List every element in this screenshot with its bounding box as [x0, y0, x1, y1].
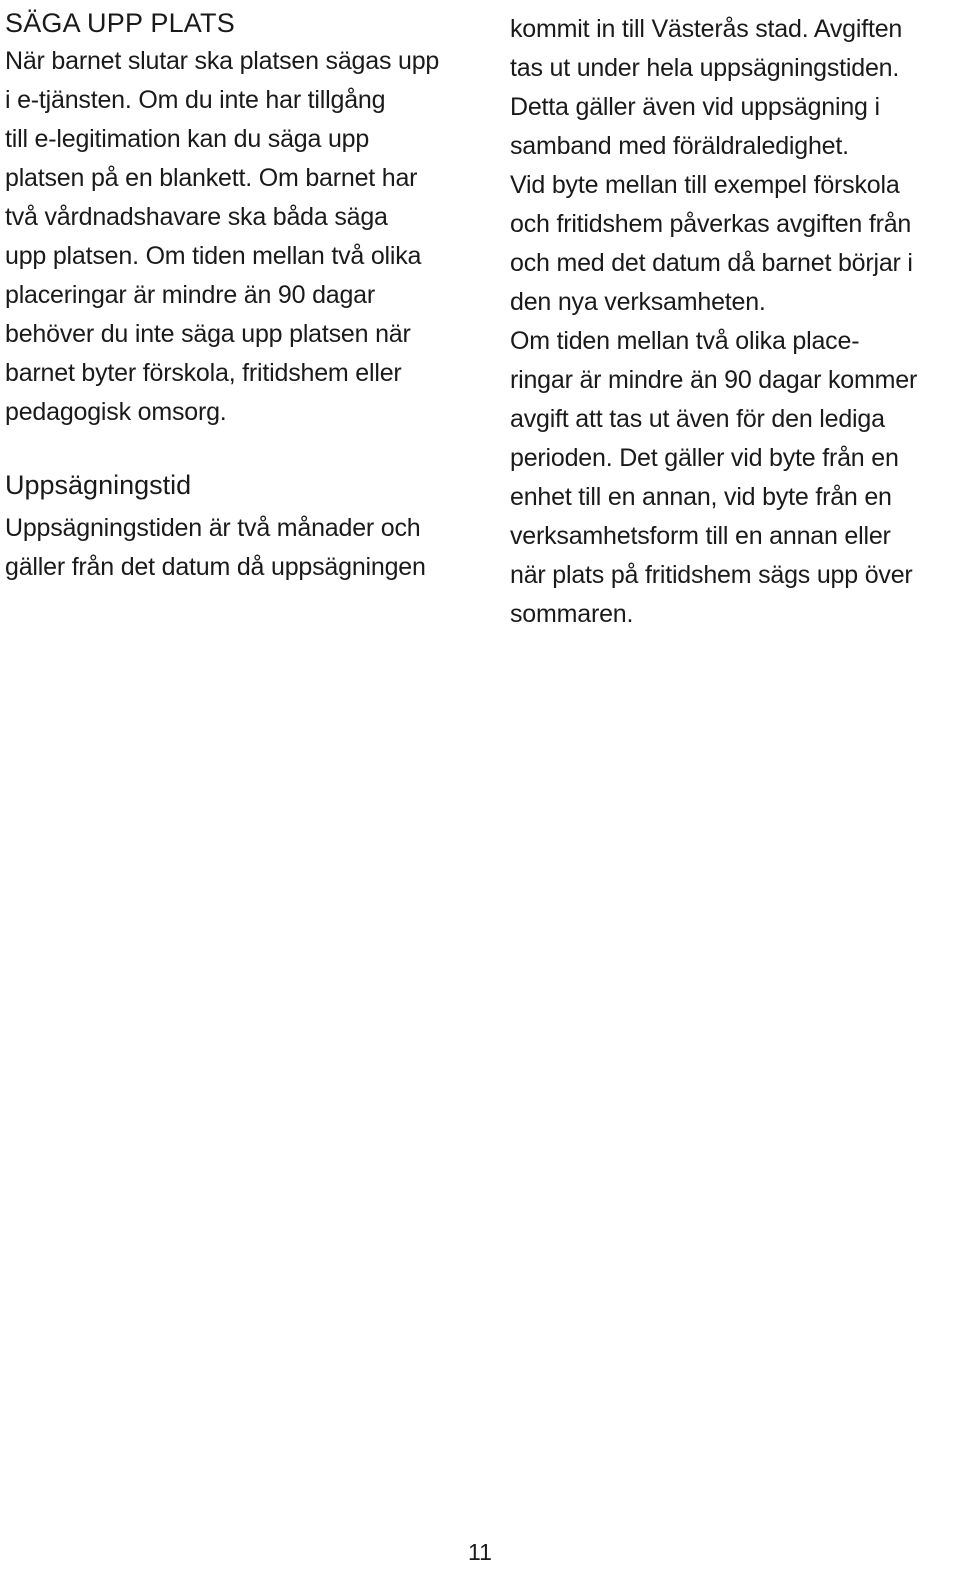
change-of-placement-paragraph: Vid byte mellan till exempel förskola och fritidshem påverkas avgiften från och med det datum då barnet börjar i den nya verksamheten. — [510, 171, 913, 316]
notice-period-heading: Uppsägningstid — [5, 470, 192, 500]
notice-paragraph: När barnet slutar ska platsen sägas upp i e-tjänsten. Om du inte har tillgång till e-legitimation kan du säga upp platsen på en blankett. Om barnet har två vårdnadshavare ska båda säga upp platsen. Om tiden mellan två olika placeringar är mindre än 90 dagar behöver du inte säga upp platsen när barnet byter förskola, fritidshem eller pedagogisk omsorg. — [5, 47, 440, 426]
page-number: 11 — [468, 1539, 492, 1565]
notice-period-paragraph: Uppsägningstiden är två månader och gäller från det datum då uppsägningen — [5, 514, 426, 581]
continued-paragraph: kommit in till Västerås stad. Avgiften tas ut under hela uppsägningstiden. Detta gäller även vid uppsägning i samband med föräldraledighet. — [510, 15, 903, 160]
section-heading: SÄGA UPP PLATS — [5, 8, 235, 38]
right-column — [510, 0, 958, 634]
gap-fee-paragraph: Om tiden mellan två olika place- ringar är mindre än 90 dagar kommer avgift att tas ut även för den lediga perioden. Det gäller vid byte från en enhet till en annan, vid byte från en verksamhetsform till en annan eller när plats på fritidshem sägs upp över sommaren. — [510, 327, 918, 628]
left-column — [5, 0, 475, 587]
